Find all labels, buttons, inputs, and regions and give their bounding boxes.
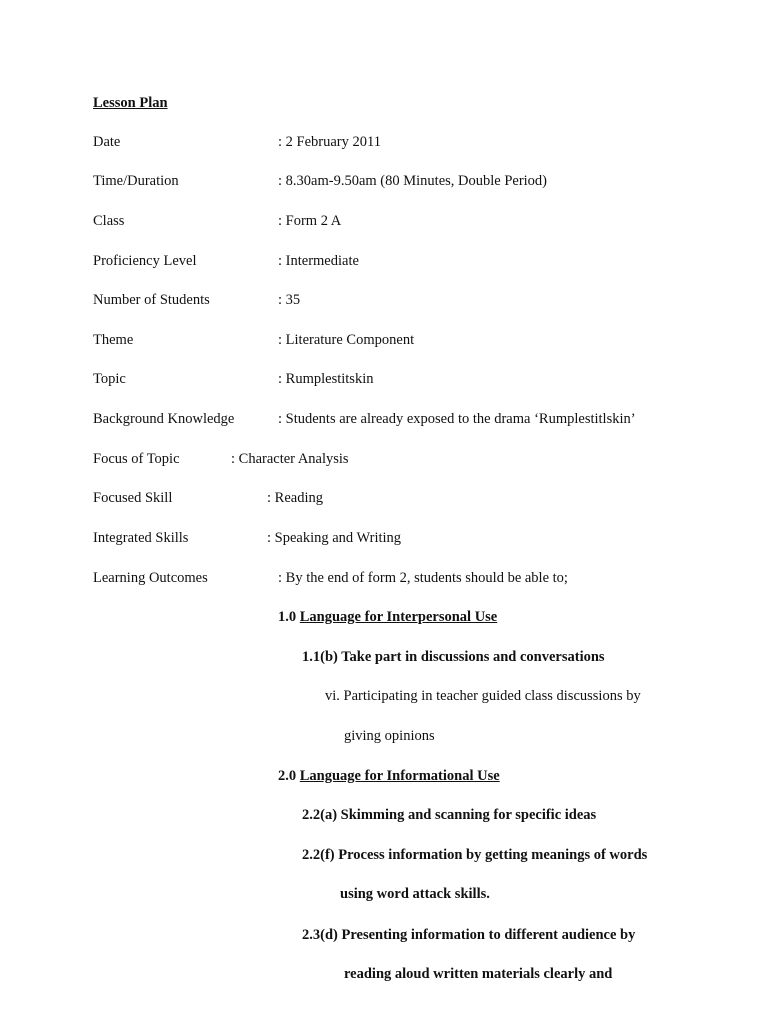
field-value-time-duration: : 8.30am-9.50am (80 Minutes, Double Period) bbox=[278, 173, 548, 189]
outcome-1-title: Language for Interpersonal Use bbox=[299, 609, 498, 625]
field-label-topic: Topic bbox=[93, 371, 126, 387]
document-title: Lesson Plan bbox=[93, 95, 168, 111]
field-value-focused-skill: : Reading bbox=[267, 490, 323, 506]
outcome-1-1b: 1.1(b) Take part in discussions and conversations bbox=[302, 649, 605, 665]
field-label-focused-skill: Focused Skill bbox=[93, 490, 173, 506]
field-value-topic: : Rumplestitskin bbox=[278, 371, 374, 387]
outcome-2-number: 2.0 bbox=[278, 768, 297, 784]
field-label-integrated-skills: Integrated Skills bbox=[93, 530, 189, 546]
field-value-integrated-skills: : Speaking and Writing bbox=[267, 530, 402, 546]
field-value-theme: : Literature Component bbox=[278, 332, 415, 348]
field-label-learning-outcomes: Learning Outcomes bbox=[93, 570, 208, 586]
outcome-1-number: 1.0 bbox=[278, 609, 297, 625]
field-value-background-knowledge: : Students are already exposed to the drama ‘Rumplestitlskin’ bbox=[278, 411, 636, 427]
outcome-2-2f-line1: 2.2(f) Process information by getting meanings of words bbox=[302, 847, 648, 863]
outcome-2-2a: 2.2(a) Skimming and scanning for specific ideas bbox=[302, 807, 597, 823]
outcome-1-heading bbox=[278, 608, 497, 626]
field-value-date: : 2 February 2011 bbox=[278, 134, 381, 150]
field-value-number-of-students: : 35 bbox=[278, 292, 301, 308]
outcome-2-2f-line2: using word attack skills. bbox=[340, 886, 490, 902]
field-value-class: : Form 2 A bbox=[278, 213, 342, 229]
field-label-number-of-students: Number of Students bbox=[93, 292, 210, 308]
field-value-learning-outcomes: : By the end of form 2, students should be able to; bbox=[278, 570, 568, 586]
outcome-2-heading bbox=[278, 767, 500, 785]
field-label-class: Class bbox=[93, 213, 125, 229]
field-label-focus-of-topic: Focus of Topic bbox=[93, 451, 180, 467]
outcome-2-title: Language for Informational Use bbox=[299, 768, 500, 784]
field-value-proficiency-level: : Intermediate bbox=[278, 253, 359, 269]
field-label-time-duration: Time/Duration bbox=[93, 173, 179, 189]
outcome-2-3d-line1: 2.3(d) Presenting information to different audience by bbox=[302, 927, 636, 943]
field-label-background-knowledge: Background Knowledge bbox=[93, 411, 235, 427]
field-label-proficiency-level: Proficiency Level bbox=[93, 253, 197, 269]
field-label-theme: Theme bbox=[93, 332, 134, 348]
outcome-2-3d-line2: reading aloud written materials clearly and bbox=[344, 966, 613, 982]
outcome-1-1b-vi-line2: giving opinions bbox=[344, 728, 435, 744]
field-label-date: Date bbox=[93, 134, 121, 150]
outcome-1-1b-vi-line1: vi. Participating in teacher guided class discussions by bbox=[325, 688, 641, 704]
field-value-focus-of-topic: : Character Analysis bbox=[231, 451, 349, 467]
